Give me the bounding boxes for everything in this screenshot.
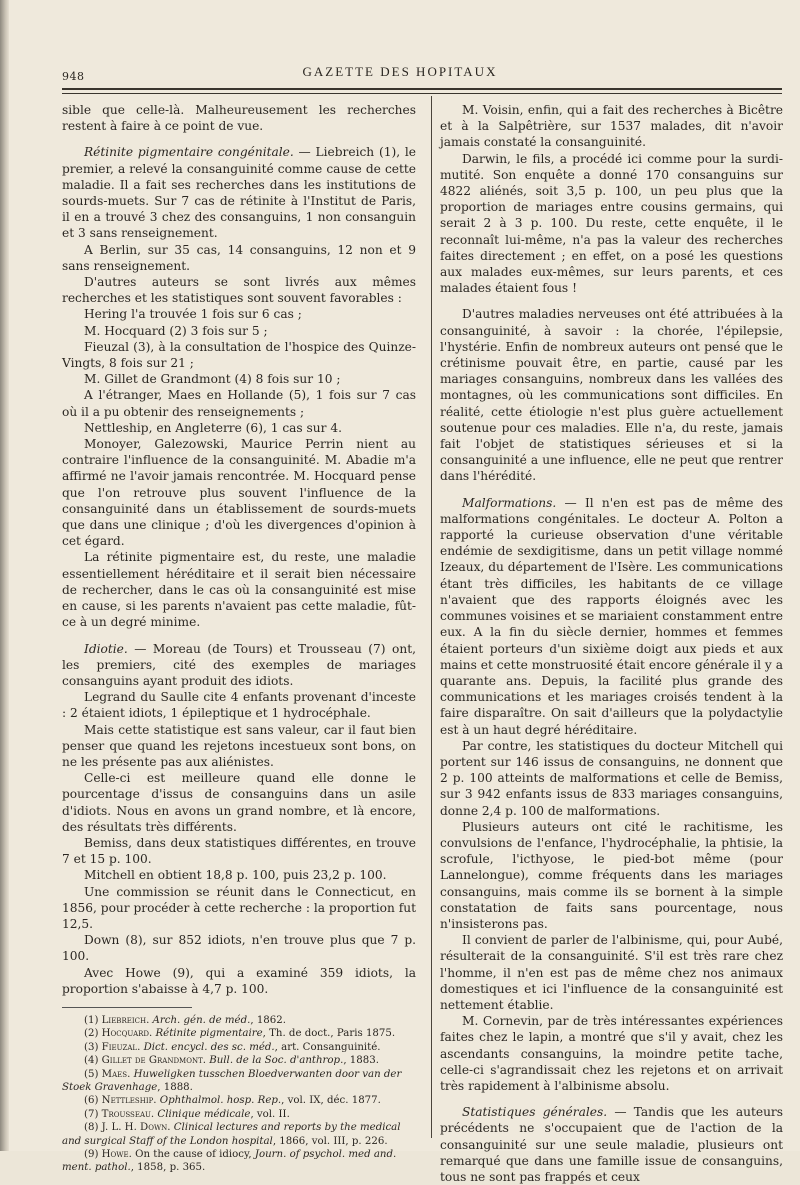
paragraph: Legrand du Saulle cite 4 enfants provenant d'inceste : 2 étaient idiots, 1 épileptique et 1 hydrocéphale. [62,690,416,721]
page-number: 948 [62,70,85,83]
column-divider [431,96,432,1138]
paragraph: Par contre, les statistiques du docteur Mitchell qui portent sur 146 issus de consanguins, ne donnent que 2 p. 100 atteints de malformations et celle de Bemiss, sur 3 942 enfants issus de 833 mariages consanguins, donne 2,4 p. 100 de malformations. [440,738,783,818]
footnote: (4) Gillet de Grandmont. Bull. de la Soc. d'anthrop., 1883. [84,1055,379,1067]
paragraph-text: — Il n'en est pas de même des malformations congénitales. Le docteur A. Polton a rapporté la curieuse observation d'une véritable endémie de sexdigitisme, dans un petit village nommé Izeaux, du département de l'Isère. Les communications étant très difficiles, les habitants de ce village n'avaient que des rapports éloignés avec les communes voisines et se mariaient constamment entre eux. A la fin du siècle dernier, hommes et femmes étaient porteurs d'un sixième doigt aux pieds et aux mains et cette monstruosité était encore générale il y a quarante ans. Depuis, la facilité plus grande des communications et les mariages croisés tendent à la faire disparaître. On sait d'ailleurs que la polydactylie est à un haut degré héréditaire. [440,495,783,737]
list-item: Hering l'a trouvée 1 fois sur 6 cas ; [84,307,302,322]
paragraph-malformations [440,495,783,738]
page-binding-edge [0,0,9,1151]
paragraph: A Berlin, sur 35 cas, 14 consanguins, 12 non et 9 sans renseignement. [62,242,416,273]
paragraph: Bemiss, dans deux statistiques différentes, en trouve 7 et 15 p. 100. [62,835,416,867]
list-item: Fieuzal (3), à la consultation de l'hospice des Quinze-Vingts, 8 fois sur 21 ; [62,339,416,371]
footnote: (2) Hocquard. Rétinite pigmentaire, Th. de doct., Paris 1875. [84,1028,396,1040]
footnote: (1) Liebreich. Arch. gén. de méd., 1862. [84,1014,286,1026]
paragraph: Darwin, le fils, a procédé ici comme pour la surdi-mutité. Son enquête a donné 170 consanguins sur 4822 aliénés, soit 3,5 p. 100, un peu plus que la proportion de mariages entre cousins germains, qui serait 2 à 3 p. 100. Du reste, cette enquête, il le reconnaît lui-même, n'a pas la valeur des recherches faites directement ; en effet, on a posé les questions aux malades eux-mêmes, sur leurs parents, et ces malades étaient fous ! [440,151,783,296]
paragraph: Une commission se réunit dans le Connecticut, en 1856, pour procéder à cette recherche : la proportion fut 12,5. [62,884,416,931]
paragraph-text: — Liebreich (1), le premier, a relevé la consanguinité comme cause de cette maladie. Il a fait ses recherches dans les institutions de sourds-muets. Sur 7 cas de rétinite à l'Institut de Paris, il en a trouvé 3 chez des consanguins, 1 non consanguin et 3 sans renseignement. [62,145,416,241]
paragraph-text: — Tandis que les auteurs précédents ne s'occupaient que de l'action de la consanguinité sur une seule maladie, plusieurs ont remarqué que dans une famille issue de consanguins, tous ne sont pas frappés et ceux [440,1105,783,1184]
paragraph: Down (8), sur 852 idiots, n'en trouve plus que 7 p. 100. [62,933,416,964]
section-title-idiotie: Idiotie. [84,641,128,656]
footnote: (6) Nettleship. Ophthalmol. hosp. Rep., vol. IX, déc. 1877. [84,1095,381,1107]
paragraph: Mitchell en obtient 18,8 p. 100, puis 23,2 p. 100. [84,868,387,883]
paragraph-text: — Moreau (de Tours) et Trousseau (7) ont, les premiers, cité des exemples de mariages consanguins ayant produit des idiots. [62,641,416,688]
header-rule-thick [62,88,782,90]
paragraph: Avec Howe (9), qui a examiné 359 idiots, la proportion s'abaisse à 4,7 p. 100. [62,965,416,996]
paragraph: Plusieurs auteurs ont cité le rachitisme, les convulsions de l'enfance, l'hydrocéphalie, la phtisie, la scrofule, l'icthyose, le pied-bot même (pour Lannelongue), comme fréquents dans les mariages consanguins, mais comme ils se bornent à la simple constatation de faits sans pourcentage, nous n'insisterons pas. [440,819,783,931]
paragraph-idiotie [62,641,416,690]
footnote: (8) J. L. H. Down. Clinical lectures and reports by the medical and surgical Staff of the London hospital, 1866, vol. III, p. 226. [62,1122,401,1147]
paragraph: D'autres auteurs se sont livrés aux mêmes recherches et les statistiques sont souvent favorables : [62,275,416,306]
paragraph: Il convient de parler de l'albinisme, qui, pour Aubé, résulterait de la consanguinité. S'il est très rare chez l'homme, il n'en est pas de même chez nos animaux domestiques et ici l'influence de la consanguinité est nettement établie. [440,933,783,1012]
running-title: GAZETTE DES HOPITAUX [302,64,498,79]
section-title-retinite: Rétinite pigmentaire congénitale. [84,145,294,160]
list-item: A l'étranger, Maes en Hollande (5), 1 fois sur 7 cas où il a pu obtenir des renseignements ; [62,388,416,419]
footnote: (9) Howe. On the cause of idiocy, Journ. of psychol. med and. ment. pathol., 1858, p. 365. [62,1149,397,1174]
list-item: Nettleship, en Angleterre (6), 1 cas sur 4. [84,420,342,435]
footnote: (7) Trousseau. Clinique médicale, vol. II. [84,1108,290,1120]
list-item: M. Gillet de Grandmont (4) 8 fois sur 10 ; [84,372,341,387]
section-title-malformations: Malformations. [462,495,557,510]
right-column [440,102,783,1185]
footnote: (3) Fieuzal. Dict. encycl. des sc. méd., art. Consanguinité. [84,1041,381,1053]
paragraph: La rétinite pigmentaire est, du reste, une maladie essentiellement héréditaire et il serait bien nécessaire de rechercher, dans le cas où la consanguinité est mise en cause, si les parents n'avaient pas cette maladie, fût-ce à un degré minime. [62,550,416,630]
list-item: M. Hocquard (2) 3 fois sur 5 ; [84,323,268,338]
section-title-statistiques: Statistiques générales. [462,1105,608,1120]
header-rule-thin [62,93,782,94]
paragraph: sible que celle-là. Malheureusement les recherches restent à faire à ce point de vue. [62,103,416,134]
footnote: (5) Maes. Huweligken tusschen Bloedverwanten door van der Stoek Gravenhage, 1888. [62,1068,402,1093]
footnote-rule [62,1007,192,1008]
paragraph-statistiques [440,1104,783,1185]
left-column [62,102,416,1175]
paragraph: M. Voisin, enfin, qui a fait des recherches à Bicêtre et à la Salpêtrière, sur 1537 malades, dit n'avoir jamais constaté la consanguinité. [440,103,783,150]
paragraph: Monoyer, Galezowski, Maurice Perrin nient au contraire l'influence de la consanguinité. M. Abadie m'a affirmé ne l'avoir jamais rencontrée. M. Hocquard pense que l'on retrouve plus souvent l'influence de la consanguinité dans un établissement de sourds-muets que dans une clinique ; d'où les divergences d'opinion à cet égard. [62,437,416,549]
paragraph: Mais cette statistique est sans valeur, car il faut bien penser que quand les rejetons incestueux sont bons, on ne les présente pas aux aliénistes. [62,722,416,769]
paragraph: D'autres maladies nerveuses ont été attribuées à la consanguinité, à savoir : la chorée, l'épilepsie, l'hystérie. Enfin de nombreux auteurs ont pensé que le crétinisme pouvait être, en partie, causé par les mariages consanguins, nombreux dans les vallées des montagnes, où les communications sont difficiles. En réalité, cette étiologie n'est plus guère actuellement soutenue pour ces maladies. Elle n'a, du reste, jamais fait l'objet de statistiques sérieuses et si la consanguinité a une influence, elle ne peut que rentrer dans l'hérédité. [440,307,783,484]
paragraph-retinite [62,144,416,241]
paragraph: Celle-ci est meilleure quand elle donne le pourcentage d'issus de consanguins dans un asile d'idiots. Nous en avons un grand nombre, et là encore, des résultats très différents. [62,771,416,834]
paragraph: M. Cornevin, par de très intéressantes expériences faites chez le lapin, a montré que s'il y avait, chez les ascendants consanguins, la moindre petite tache, celle-ci s'agrandissait chez les rejetons et on arrivait très rapidement à l'albinisme absolu. [440,1014,783,1093]
